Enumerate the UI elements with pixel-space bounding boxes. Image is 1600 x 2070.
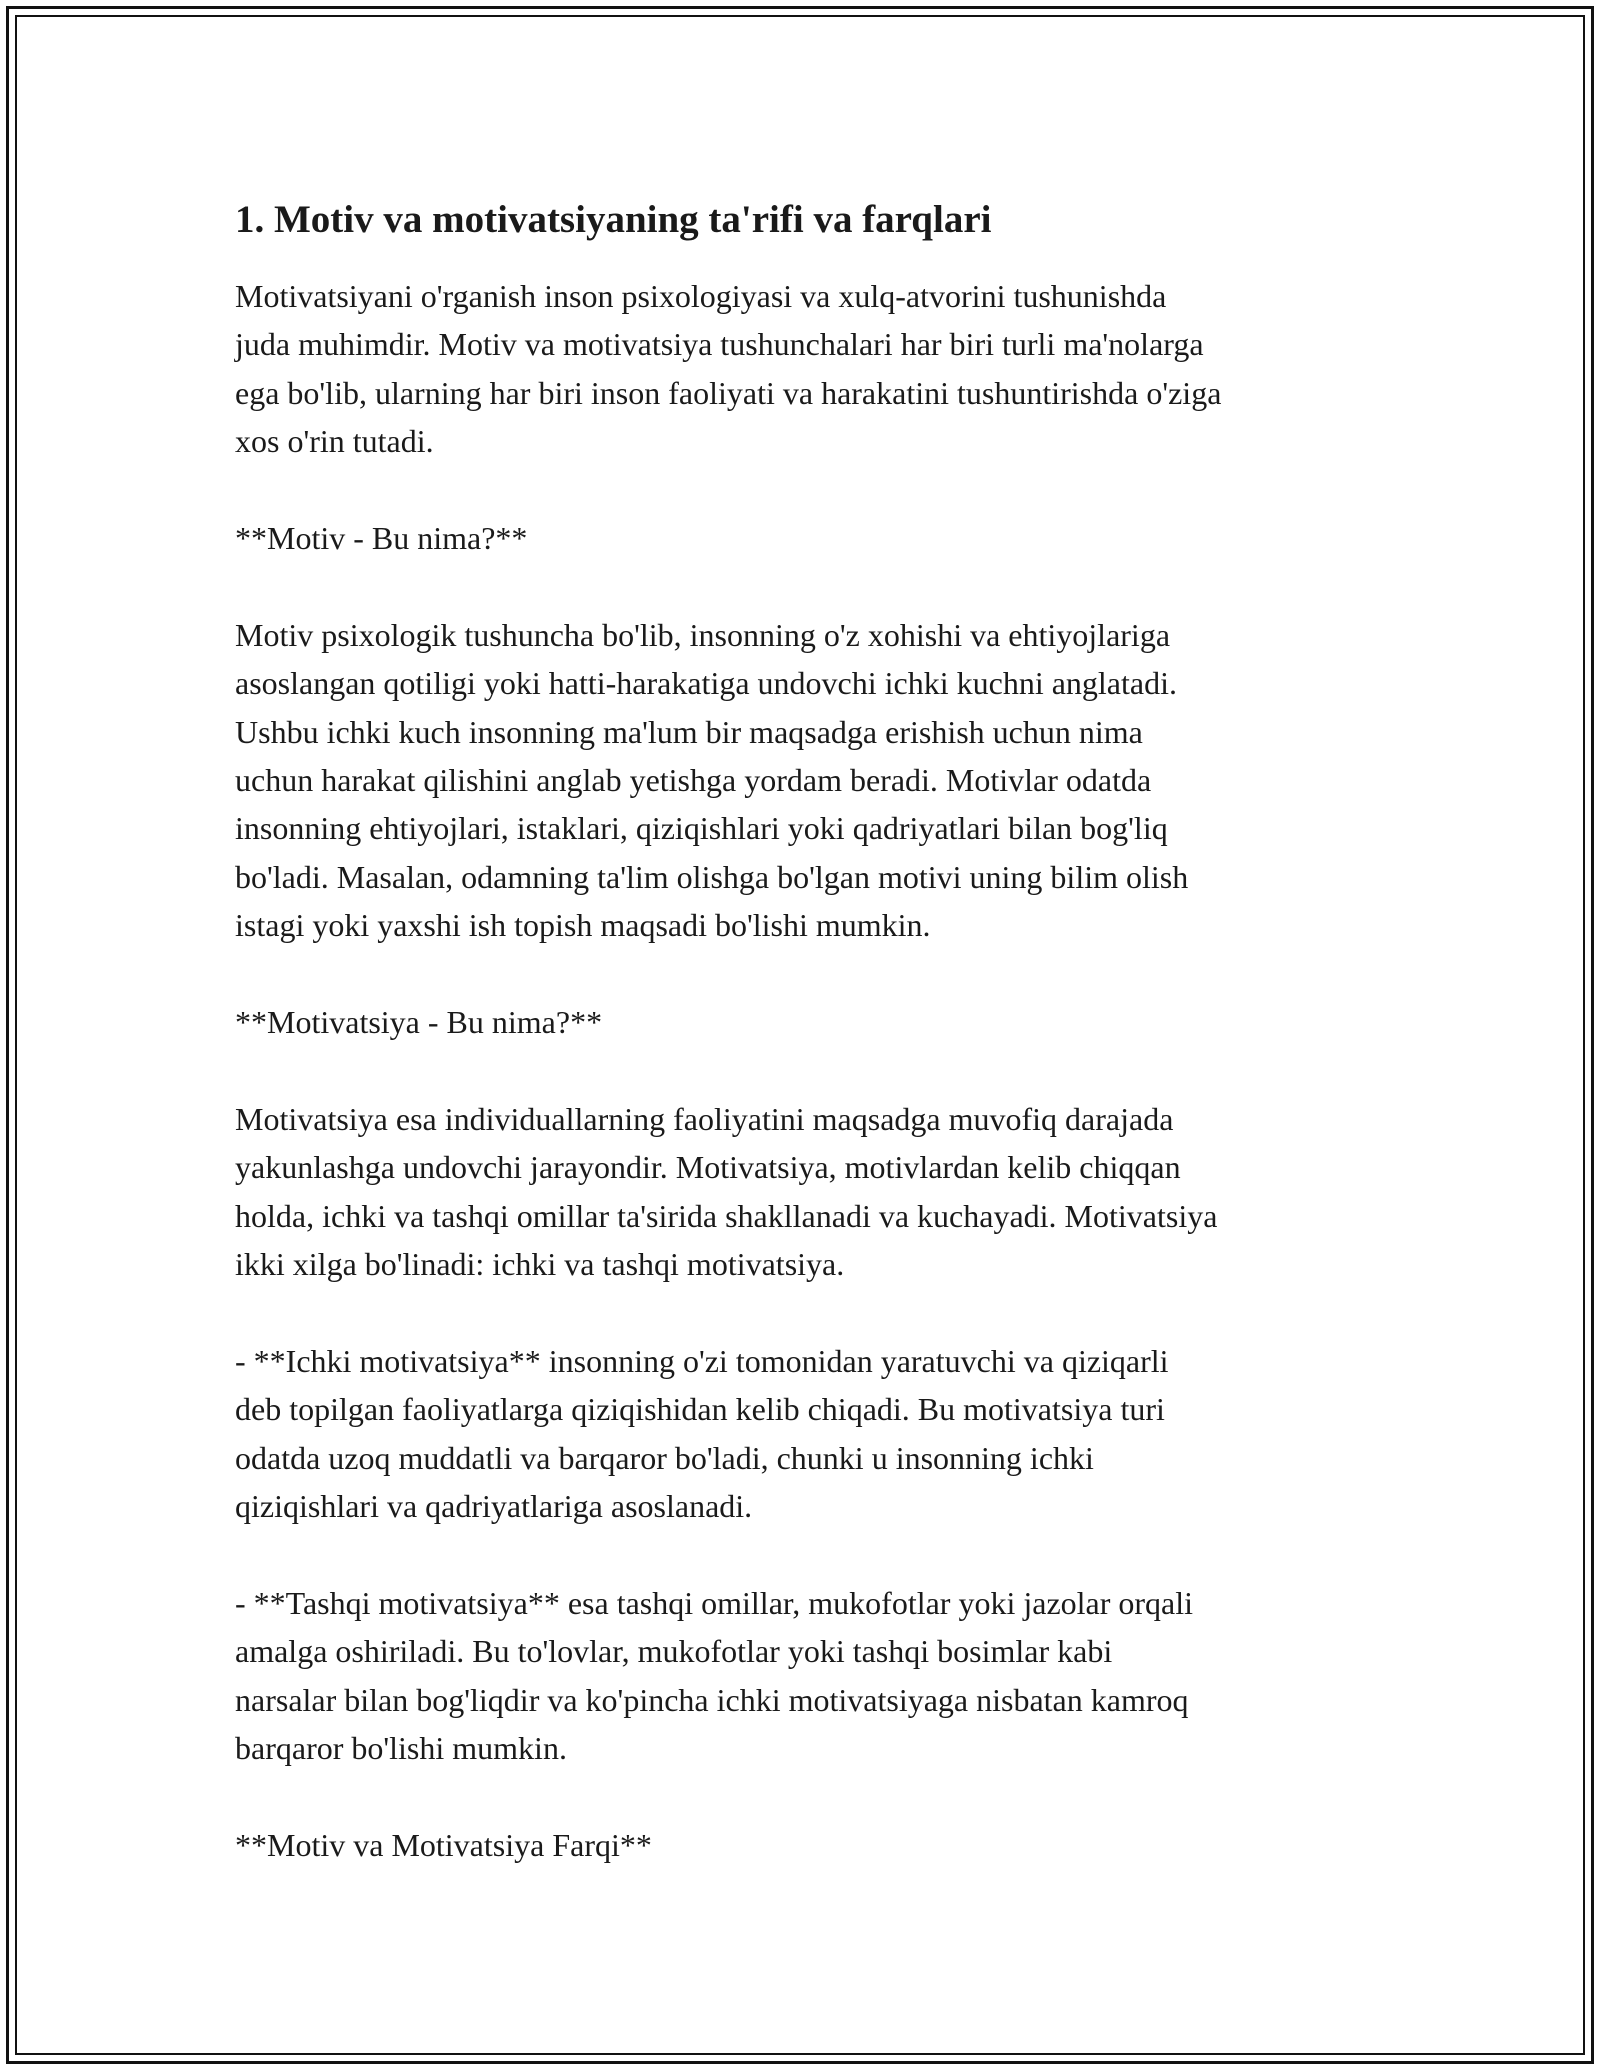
paragraph-motiv-heading: **Motiv - Bu nima?**: [235, 520, 528, 557]
paragraph-gap: [235, 1530, 1375, 1578]
paragraph-ichki-motivatsiya: - **Ichki motivatsiya** insonning o'zi tomonidan yaratuvchi va qiziqarli deb topilgan faoliyatlarga qiziqishidan kelib chiqadi. Bu motivatsiya turi odatda uzoq muddatli va barqaror bo'ladi, chunki u insonning ichki qiziqishlari va qadriyatlariga asoslanadi.: [235, 1342, 1169, 1525]
paragraph-gap: [235, 950, 1375, 998]
paragraph-gap: [235, 1288, 1375, 1336]
paragraph-gap: [235, 1773, 1375, 1821]
paragraph-tashqi-motivatsiya: - **Tashqi motivatsiya** esa tashqi omillar, mukofotlar yoki jazolar orqali amalga oshiriladi. Bu to'lovlar, mukofotlar yoki tashqi bosimlar kabi narsalar bilan bog'liqdir va ko'pincha ichki motivatsiyaga nisbatan kamroq barqaror bo'lishi mumkin.: [235, 1584, 1194, 1767]
paragraph-farqi-heading: **Motiv va Motivatsiya Farqi**: [235, 1826, 652, 1863]
document-page: [235, 180, 1375, 1869]
document-title: 1. Motiv va motivatsiyaning ta'rifi va farqlari: [235, 198, 992, 241]
paragraph-motivatsiya-definition: Motivatsiya esa individuallarning faoliyatini maqsadga muvofiq darajada yakunlashga undovchi jarayondir. Motivatsiya, motivlardan kelib chiqqan holda, ichki va tashqi omillar ta'sirida shakllanadi va kuchayadi. Motivatsiya ikki xilga bo'linadi: ichki va tashqi motivatsiya.: [235, 1100, 1218, 1283]
paragraph-gap: [235, 562, 1375, 610]
paragraph-gap: [235, 466, 1375, 514]
paragraph-gap: [235, 1046, 1375, 1094]
paragraph-motivatsiya-heading: **Motivatsiya - Bu nima?**: [235, 1004, 603, 1041]
paragraph-motiv-definition: Motiv psixologik tushuncha bo'lib, insonning o'z xohishi va ehtiyojlariga asoslangan qotiligi yoki hatti-harakatiga undovchi ichki kuchni anglatadi. Ushbu ichki kuch insonning ma'lum bir maqsadga erishish uchun nima uchun harakat qilishini anglab yetishga yordam beradi. Motivlar odatda insonning ehtiyojlari, istaklari, qiziqishlari yoki qadriyatlari bilan bog'liq bo'ladi. Masalan, odamning ta'lim olishga bo'lgan motivi uning bilim olish istagi yoki yaxshi ish topish maqsadi bo'lishi mumkin.: [235, 616, 1189, 944]
paragraph-intro: Motivatsiyani o'rganish inson psixologiyasi va xulq-atvorini tushunishda juda muhimdir. Motiv va motivatsiya tushunchalari har biri turli ma'nolarga ega bo'lib, ularning har biri inson faoliyati va harakatini tushuntirishda o'ziga xos o'rin tutadi.: [235, 278, 1222, 460]
